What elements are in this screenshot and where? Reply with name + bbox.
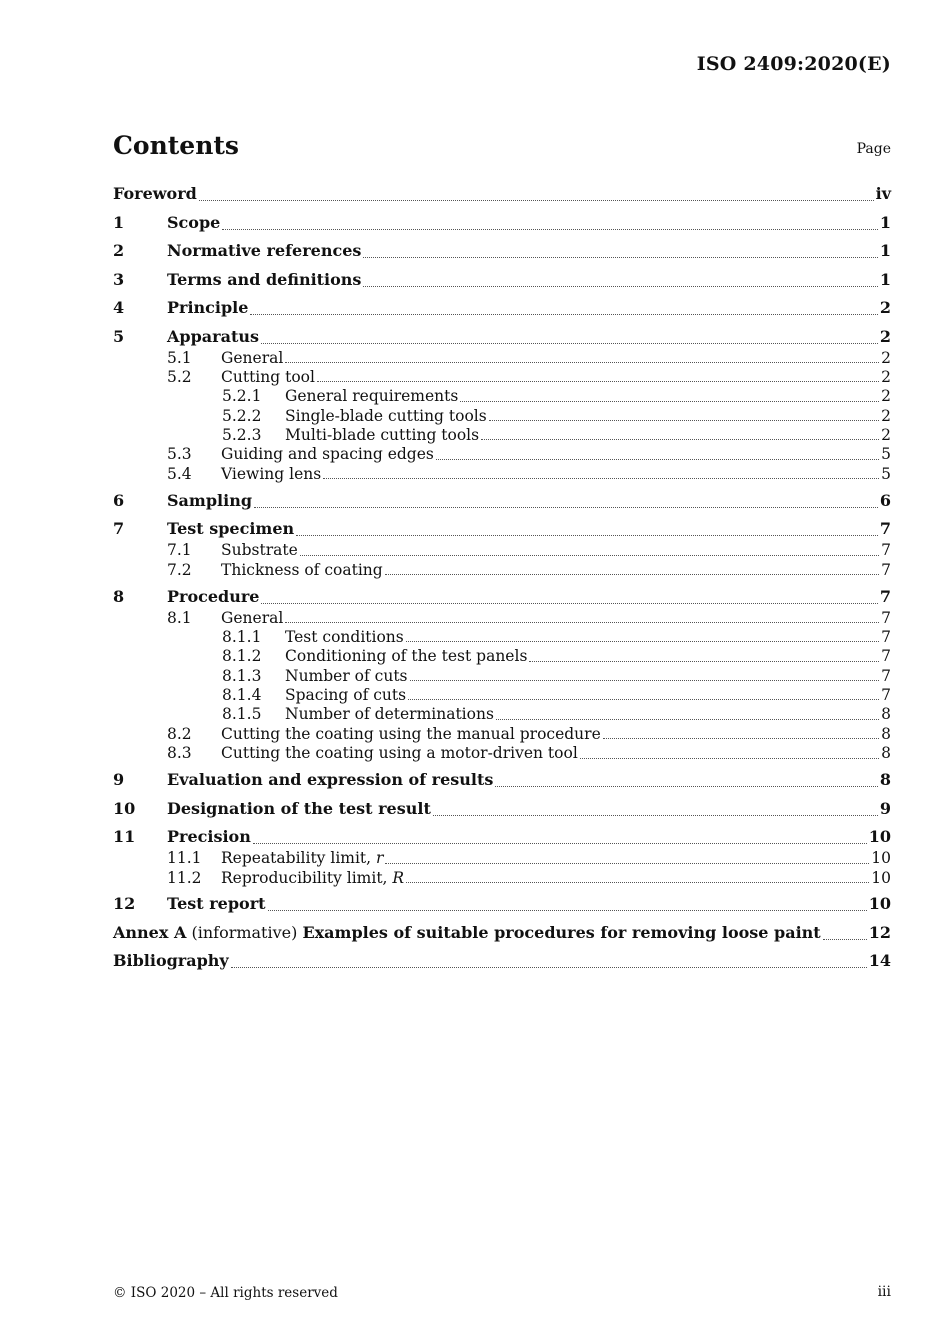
toc-entry-page: 5 [881, 445, 891, 464]
toc-entry-page: 2 [881, 367, 891, 386]
toc-dot-leader [385, 862, 869, 864]
toc-entry-title: Designation of the test result [167, 798, 431, 818]
toc-dot-leader [603, 737, 879, 739]
page-number: iii [877, 1284, 891, 1300]
toc-entry[interactable] [113, 426, 891, 445]
toc-entry-page: 5 [881, 464, 891, 483]
toc-entry[interactable] [113, 628, 891, 647]
toc-entry-page: 8 [881, 744, 891, 763]
toc-dot-leader [253, 842, 867, 844]
toc-entry-page: 1 [879, 241, 891, 260]
toc-entry-page: 12 [868, 922, 891, 942]
toc-entry-number: 7.1 [167, 541, 192, 560]
toc-entry-page: 2 [881, 426, 891, 445]
toc-entry[interactable] [113, 725, 891, 744]
toc-entry-title: Scope [167, 212, 221, 232]
toc-entry-number: 8.3 [167, 744, 192, 763]
toc-annex-label: Annex A [113, 922, 187, 942]
toc-annex-type: (informative) [186, 922, 303, 942]
toc-entry-page: 7 [881, 627, 891, 646]
toc-entry-page: 7 [881, 608, 891, 627]
toc-entry-number: 5.4 [167, 464, 192, 483]
page-column-label: Page [856, 141, 891, 157]
toc-entry-title: General [221, 608, 284, 627]
document-id: ISO 2409:2020(E) [696, 53, 891, 75]
toc-entry-title: Foreword [113, 184, 197, 203]
toc-entry-number: 5.2.2 [222, 406, 262, 425]
toc-entry-number: 7 [113, 519, 125, 539]
toc-entry[interactable] [113, 268, 891, 292]
toc-entry-page: 1 [879, 212, 891, 232]
toc-entry-page: 7 [881, 560, 891, 579]
toc-entry-title: Cutting the coating using the manual procedure [221, 724, 601, 743]
toc-dot-leader [406, 640, 879, 642]
toc-entry-page: 10 [871, 868, 891, 887]
toc-dot-leader [406, 881, 869, 883]
toc-entry-number: 1 [113, 212, 125, 232]
toc-entry-page: 8 [879, 770, 891, 790]
toc-entry-title: Substrate [221, 541, 298, 560]
toc-dot-leader [300, 554, 879, 556]
toc-entry[interactable] [113, 407, 891, 426]
toc-dot-leader [254, 506, 878, 508]
toc-entry-page: 2 [879, 326, 891, 346]
toc-dot-leader [268, 909, 867, 911]
toc-entry-number: 8.1.2 [222, 647, 262, 666]
toc-dot-leader [222, 228, 878, 230]
toc-dot-leader [580, 757, 879, 759]
toc-entry[interactable] [113, 609, 891, 628]
toc-entry-number: 11.2 [167, 868, 202, 887]
toc-entry-title: Thickness of coating [221, 560, 383, 579]
toc-entry-title: Spacing of cuts [285, 686, 407, 705]
toc-entry-number: 8.2 [167, 724, 192, 743]
toc-entry[interactable] [113, 368, 891, 387]
toc-dot-leader [363, 256, 877, 258]
table-of-contents [113, 182, 891, 973]
toc-dot-leader [823, 938, 867, 940]
toc-entry-number: 5.1 [167, 348, 192, 367]
toc-entry-title: Evaluation and expression of results [167, 770, 494, 790]
toc-entry-title: Bibliography [113, 951, 229, 971]
toc-entry[interactable] [113, 667, 891, 686]
toc-entry-symbol: r [376, 849, 384, 868]
toc-entry-title: Single-blade cutting tools [285, 406, 487, 425]
toc-entry-number: 9 [113, 770, 125, 790]
toc-entry-title: Test conditions [285, 627, 404, 646]
toc-entry[interactable] [113, 517, 891, 541]
toc-dot-leader [496, 718, 879, 720]
toc-dot-leader [529, 660, 879, 662]
toc-dot-leader [261, 342, 878, 344]
toc-entry-title: Number of cuts [285, 666, 408, 685]
toc-entry-title: Conditioning of the test panels [285, 647, 528, 666]
toc-entry[interactable] [113, 585, 891, 609]
toc-entry-title: Cutting tool [221, 367, 315, 386]
toc-entry-number: 11.1 [167, 849, 202, 868]
toc-entry-title: Repeatability limit, [221, 849, 377, 868]
toc-entry-number: 7.2 [167, 560, 192, 579]
toc-dot-leader [199, 199, 874, 201]
toc-entry-page: 8 [881, 724, 891, 743]
toc-entry-symbol: R [392, 868, 405, 887]
page-title: Contents [113, 131, 240, 160]
toc-entry-page: 2 [881, 348, 891, 367]
toc-entry-number: 5.2.3 [222, 426, 262, 445]
toc-entry[interactable] [113, 705, 891, 724]
toc-entry-page: 2 [881, 406, 891, 425]
toc-entry-title: Examples of suitable procedures for removing loose paint [302, 922, 821, 942]
toc-entry[interactable] [113, 949, 891, 973]
toc-entry-page: 7 [881, 686, 891, 705]
toc-entry-page: 2 [881, 387, 891, 406]
toc-entry[interactable] [113, 744, 891, 763]
toc-entry-number: 3 [113, 269, 125, 289]
toc-entry-page: 9 [879, 798, 891, 818]
toc-entry[interactable] [113, 296, 891, 320]
toc-dot-leader [436, 458, 879, 460]
toc-entry-title: Precision [167, 827, 251, 847]
toc-dot-leader [317, 380, 879, 382]
toc-entry-page: 7 [879, 586, 891, 606]
toc-dot-leader [323, 477, 879, 479]
toc-entry[interactable] [113, 182, 891, 206]
toc-entry-number: 8.1 [167, 608, 192, 627]
toc-entry-number: 8 [113, 586, 125, 606]
toc-entry-title: Cutting the coating using a motor-driven tool [221, 744, 578, 763]
toc-entry-number: 6 [113, 490, 125, 510]
toc-entry[interactable] [113, 541, 891, 560]
toc-entry-number: 8.1.1 [222, 627, 262, 646]
toc-entry-title: Test report [167, 894, 266, 914]
toc-entry-page: 7 [881, 541, 891, 560]
toc-dot-leader [363, 285, 877, 287]
toc-entry-page: 7 [879, 519, 891, 539]
toc-entry-number: 2 [113, 241, 125, 260]
toc-entry-number: 5.3 [167, 445, 192, 464]
toc-entry-number: 11 [113, 827, 136, 847]
toc-dot-leader [231, 966, 867, 968]
toc-entry-number: 5.2 [167, 367, 192, 386]
toc-entry-title: Guiding and spacing edges [221, 445, 434, 464]
toc-dot-leader [460, 400, 879, 402]
toc-entry[interactable] [113, 489, 891, 513]
toc-entry-title: Number of determinations [285, 705, 494, 724]
toc-entry[interactable] [113, 921, 891, 945]
toc-entry-title: Normative references [167, 241, 362, 260]
toc-entry-title: General requirements [285, 387, 459, 406]
toc-entry[interactable] [113, 825, 891, 849]
toc-dot-leader [385, 573, 879, 575]
toc-entry-number: 5 [113, 326, 125, 346]
toc-entry-page: 6 [879, 490, 891, 510]
toc-dot-leader [433, 814, 878, 816]
toc-entry-title: Sampling [167, 490, 253, 510]
toc-entry-title: Procedure [167, 586, 260, 606]
toc-entry-page: 2 [879, 298, 891, 317]
toc-entry-title: Test specimen [167, 519, 295, 539]
toc-dot-leader [250, 313, 877, 315]
toc-entry[interactable] [113, 445, 891, 464]
toc-entry-title: Multi-blade cutting tools [285, 426, 480, 445]
toc-entry-page: iv [875, 184, 891, 203]
toc-dot-leader [408, 698, 879, 700]
toc-entry-page: 10 [868, 827, 891, 847]
toc-entry-page: 14 [868, 951, 891, 971]
toc-dot-leader [285, 361, 879, 363]
toc-entry-number: 8.1.3 [222, 666, 262, 685]
toc-dot-leader [285, 621, 879, 623]
toc-entry-page: 7 [881, 647, 891, 666]
toc-entry-title: General [221, 348, 284, 367]
toc-entry[interactable] [113, 561, 891, 580]
toc-entry-number: 8.1.5 [222, 705, 262, 724]
toc-entry-title: Apparatus [167, 326, 259, 346]
toc-entry-page: 8 [881, 705, 891, 724]
toc-entry[interactable] [113, 349, 891, 368]
toc-entry[interactable] [113, 647, 891, 666]
toc-dot-leader [489, 419, 879, 421]
toc-dot-leader [410, 679, 880, 681]
toc-entry-title: Terms and definitions [167, 269, 362, 289]
toc-entry-number: 4 [113, 298, 125, 317]
toc-entry[interactable] [113, 239, 891, 263]
toc-entry-title: Reproducibility limit, [221, 868, 393, 887]
toc-entry-number: 10 [113, 798, 136, 818]
toc-dot-leader [261, 602, 877, 604]
toc-entry-page: 10 [871, 849, 891, 868]
toc-dot-leader [495, 785, 877, 787]
toc-dot-leader [481, 438, 879, 440]
toc-entry[interactable] [113, 325, 891, 349]
copyright-notice: © ISO 2020 – All rights reserved [113, 1285, 338, 1301]
toc-entry-number: 5.2.1 [222, 387, 262, 406]
toc-entry-title: Viewing lens [221, 464, 322, 483]
toc-dot-leader [296, 534, 878, 536]
toc-entry[interactable] [113, 849, 891, 868]
toc-entry-title: Principle [167, 298, 249, 317]
toc-entry[interactable] [113, 869, 891, 888]
toc-entry[interactable] [113, 768, 891, 792]
toc-entry-page: 10 [868, 894, 891, 914]
toc-entry-number: 12 [113, 894, 136, 914]
toc-entry[interactable] [113, 686, 891, 705]
toc-entry-page: 1 [879, 269, 891, 289]
toc-entry[interactable] [113, 797, 891, 821]
toc-entry[interactable] [113, 892, 891, 916]
toc-entry-number: 8.1.4 [222, 686, 262, 705]
toc-entry[interactable] [113, 211, 891, 235]
toc-entry[interactable] [113, 465, 891, 484]
toc-entry[interactable] [113, 387, 891, 406]
toc-entry-page: 7 [881, 666, 891, 685]
